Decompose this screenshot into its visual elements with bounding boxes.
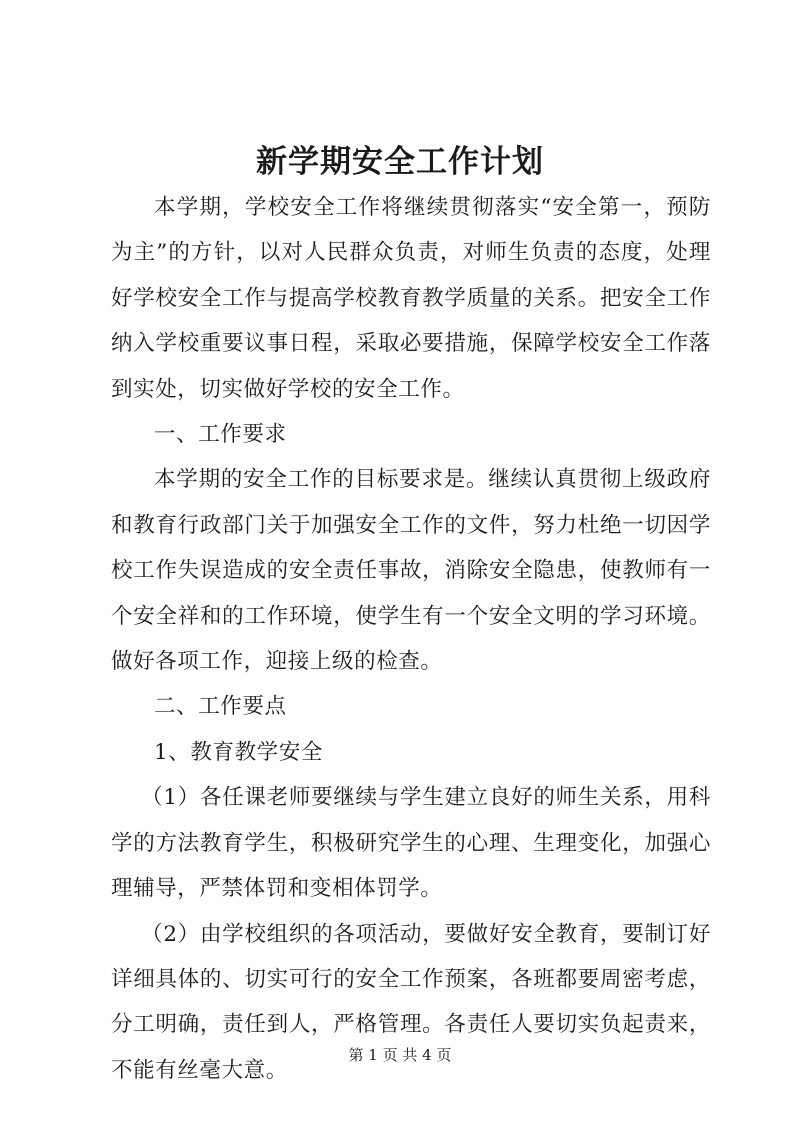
section-heading-key-points: 二、工作要点 [154,694,287,720]
item-paragraph-2: （2）由学校组织的各项活动，要做好安全教育，要制订好详细具体的、切实可行的安全工作预案，各班都要周密考虑，分工明确，责任到人，严格管理。各责任人要切实负起责来，不能有丝毫大意。 [111,921,711,1083]
document-title: 新学期安全工作计划 [256,144,544,180]
section-heading-requirements: 一、工作要求 [154,422,287,448]
document-body [111,185,711,1093]
intro-paragraph: 本学期，学校安全工作将继续贯彻落实“安全第一，预防为主”的方针，以对人民群众负责，对师生负责的态度，处理好学校安全工作与提高学校教育教学质量的关系。把安全工作纳入学校重要议事日程，采取必要措施，保障学校安全工作落到实处，切实做好学校的安全工作。 [111,195,711,402]
item-paragraph-1: （1）各任课老师要继续与学生建立良好的师生关系，用科学的方法教育学生，积极研究学生的心理、生理变化，加强心理辅导，严禁体罚和变相体罚学。 [111,785,711,902]
page-footer: 第 1 页 共 4 页 [348,1046,452,1064]
requirements-paragraph: 本学期的安全工作的目标要求是。继续认真贯彻上级政府和教育行政部门关于加强安全工作的文件，努力杜绝一切因学校工作失误造成的安全责任事故，消除安全隐患，使教师有一个安全祥和的工作环境，使学生有一个安全文明的学习环境。做好各项工作，迎接上级的检查。 [111,467,711,675]
subsection-heading-teaching-safety: 1、教育教学安全 [154,739,323,765]
